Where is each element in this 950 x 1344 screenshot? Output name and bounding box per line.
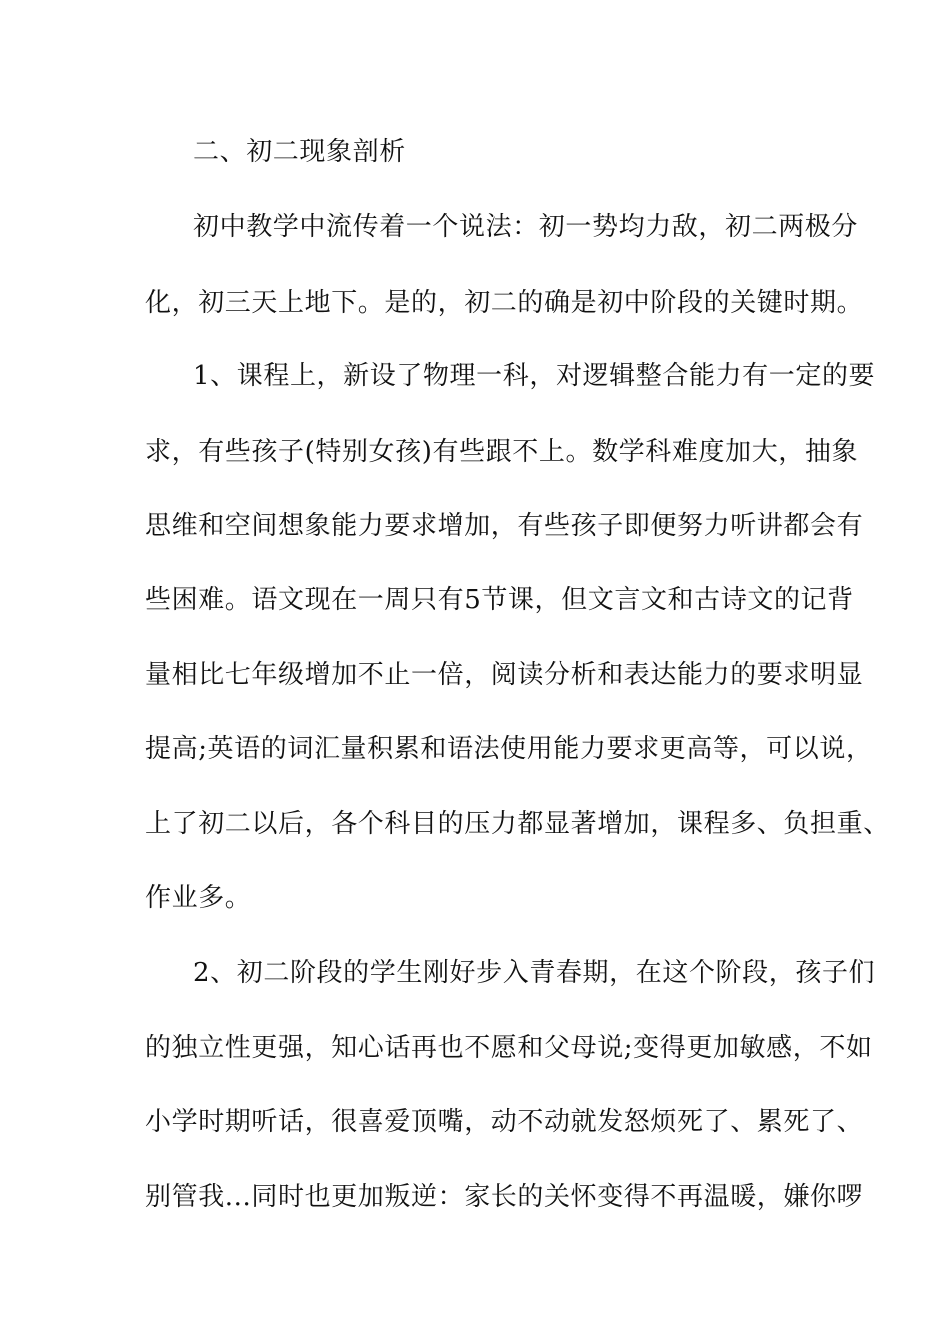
paragraph-line: 别管我...同时也更加叛逆：家长的关怀变得不再温暖，嫌你啰: [145, 1182, 864, 1212]
paragraph-line: 初中教学中流传着一个说法：初一势均力敌，初二两极分: [193, 212, 859, 242]
paragraph-line: 2、初二阶段的学生刚好步入青春期，在这个阶段，孩子们: [193, 958, 876, 988]
paragraph-line: 的独立性更强，知心话再也不愿和父母说;变得更加敏感，不如: [145, 1033, 873, 1063]
paragraph-line: 思维和空间想象能力要求增加，有些孩子即便努力听讲都会有: [145, 511, 864, 541]
paragraph-line: 些困难。语文现在一周只有5节课，但文言文和古诗文的记背: [145, 585, 854, 615]
paragraph-line: 提高;英语的词汇量积累和语法使用能力要求更高等，可以说，: [145, 734, 873, 764]
paragraph-line: 上了初二以后，各个科目的压力都显著增加，课程多、负担重、: [145, 809, 890, 839]
paragraph-line: 作业多。: [145, 883, 252, 913]
paragraph-line: 求，有些孩子(特别女孩)有些跟不上。数学科难度加大，抽象: [145, 437, 859, 467]
section-heading: 二、初二现象剖析: [193, 137, 406, 167]
paragraph-line: 小学时期听话，很喜爱顶嘴，动不动就发怒烦死了、累死了、: [145, 1107, 864, 1137]
paragraph-line: 量相比七年级增加不止一倍，阅读分析和表达能力的要求明显: [145, 660, 864, 690]
paragraph-line: 化，初三天上地下。是的，初二的确是初中阶段的关键时期。: [145, 288, 864, 318]
paragraph-line: 1、课程上，新设了物理一科，对逻辑整合能力有一定的要: [193, 361, 876, 391]
